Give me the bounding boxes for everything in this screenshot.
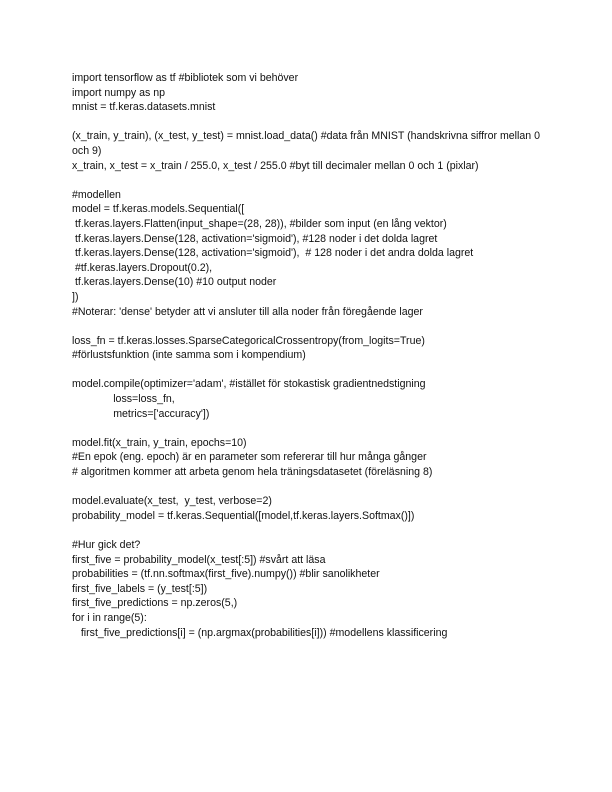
blank-line — [72, 115, 552, 130]
code-line: mnist = tf.keras.datasets.mnist — [72, 101, 216, 114]
code-line: tf.keras.layers.Dense(128, activation='sigmoid'), #128 noder i det dolda lagret — [72, 232, 438, 245]
code-line: probability_model = tf.keras.Sequential([model,tf.keras.layers.Softmax()]) — [72, 509, 415, 522]
blank-line — [72, 173, 552, 188]
code-line: #förlustsfunktion (inte samma som i kompendium) — [72, 349, 306, 362]
code-line: for i in range(5): — [72, 611, 147, 624]
code-line: tf.keras.layers.Flatten(input_shape=(28, 28)), #bilder som input (en lång vektor) — [72, 217, 447, 230]
code-line: #modellen — [72, 188, 121, 201]
code-line: (x_train, y_train), (x_test, y_test) = mnist.load_data() #data från MNIST (handskrivna siffror mellan 0 och 9) — [72, 130, 543, 157]
code-line: first_five_labels = (y_test[:5]) — [72, 582, 208, 595]
code-line: first_five_predictions = np.zeros(5,) — [72, 597, 238, 610]
code-line: first_five_predictions[i] = (np.argmax(probabilities[i])) #modellens klassificering — [72, 626, 448, 639]
code-line: model = tf.keras.models.Sequential([ — [72, 203, 245, 216]
code-line: model.compile(optimizer='adam', #istället för stokastisk gradientnedstigning — [72, 378, 426, 391]
code-line: x_train, x_test = x_train / 255.0, x_test / 255.0 #byt till decimaler mellan 0 och 1 (pixlar) — [72, 159, 479, 172]
code-line: first_five = probability_model(x_test[:5]) #svårt att läsa — [72, 553, 326, 566]
blank-line — [72, 363, 552, 378]
code-line: model.evaluate(x_test, y_test, verbose=2) — [72, 495, 272, 508]
code-line: #Hur gick det? — [72, 539, 141, 551]
code-line: model.fit(x_train, y_train, epochs=10) — [72, 436, 247, 449]
blank-line — [72, 523, 552, 538]
code-line: #En epok (eng. epoch) är en parameter som refererar till hur många gånger — [72, 451, 427, 464]
blank-line — [72, 421, 552, 436]
code-line: import numpy as np — [72, 86, 166, 99]
code-line: import tensorflow as tf #bibliotek som vi behöver — [72, 72, 299, 84]
code-line: loss=loss_fn, — [72, 393, 175, 406]
code-line: probabilities = (tf.nn.softmax(first_five).numpy()) #blir sanolikheter — [72, 568, 380, 581]
code-text — [72, 71, 552, 640]
blank-line — [72, 480, 552, 495]
code-line: # algoritmen kommer att arbeta genom hela träningsdatasetet (föreläsning 8) — [72, 466, 433, 479]
code-line: tf.keras.layers.Dense(128, activation='sigmoid'), # 128 noder i det andra dolda lagret — [72, 247, 474, 260]
blank-line — [72, 319, 552, 334]
code-line: metrics=['accuracy']) — [72, 407, 210, 420]
code-line: ]) — [72, 290, 79, 303]
code-line: #Noterar: 'dense' betyder att vi ansluter till alla noder från föregående lager — [72, 305, 423, 318]
code-line: loss_fn = tf.keras.losses.SparseCategoricalCrossentropy(from_logits=True) — [72, 334, 425, 347]
code-line: tf.keras.layers.Dense(10) #10 output noder — [72, 276, 277, 289]
code-line: #tf.keras.layers.Dropout(0.2), — [72, 261, 213, 274]
